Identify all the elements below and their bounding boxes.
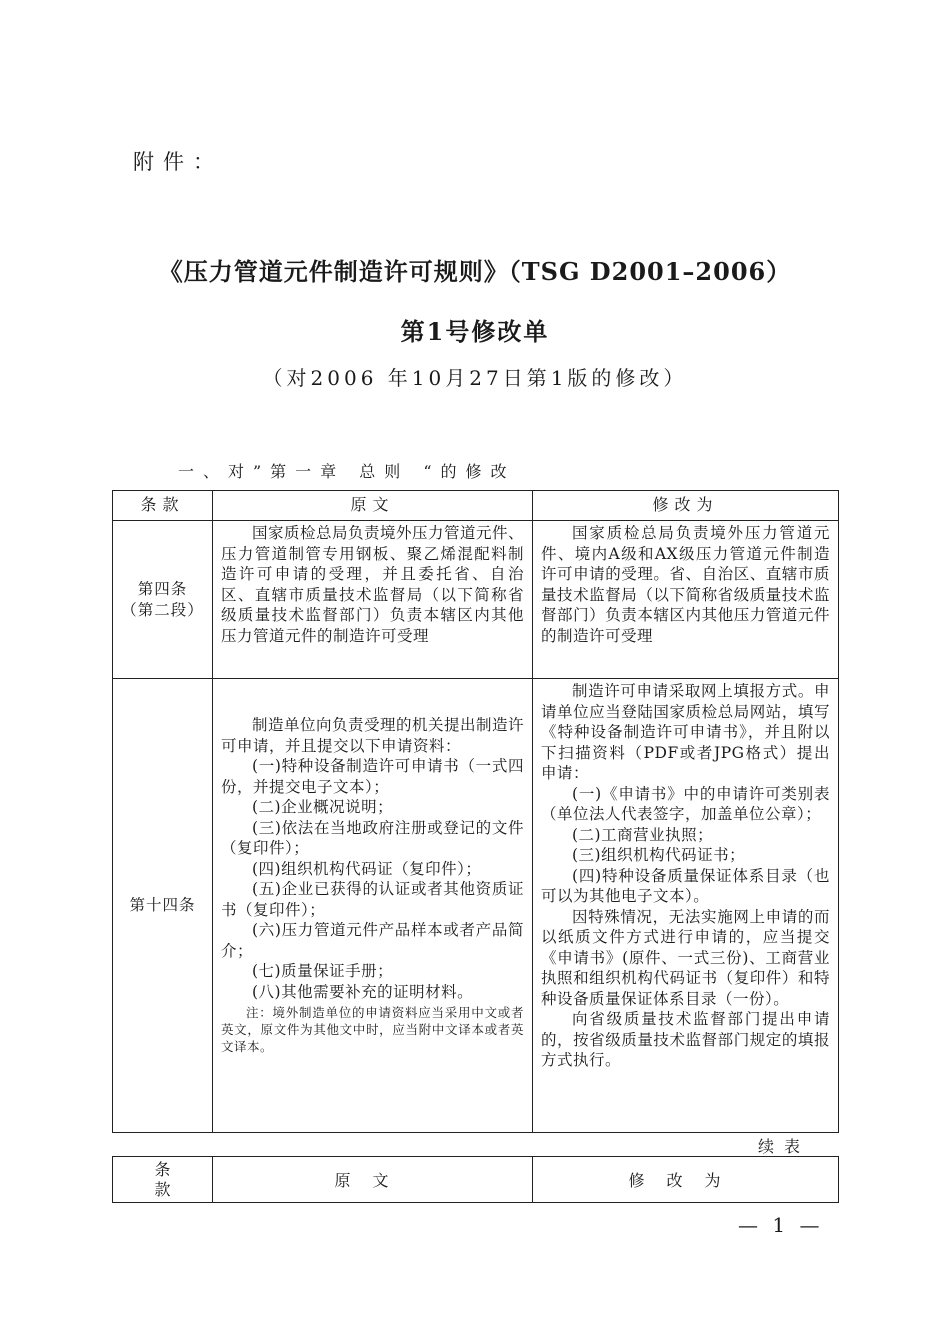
- clause-line: （第二段）: [121, 600, 204, 619]
- original-item: (五)企业已获得的认证或者其他资质证书（复印件）；: [221, 880, 524, 919]
- header-revised: 修改为: [533, 1157, 839, 1203]
- original-footnote: 注：境外制造单位的申请资料应当采用中文或者英文，原文件为其他文中时，应当附中文译本或者英文译本。: [221, 1005, 524, 1054]
- clause-cell: 第十四条: [113, 679, 213, 1133]
- original-item: (二)企业概况说明；: [252, 798, 394, 816]
- clause-line: 第四条: [137, 580, 188, 598]
- header-original: 原文: [213, 491, 533, 521]
- section-heading: 一、对”第一章 总则 “的修改: [178, 462, 516, 481]
- original-paragraph: 制造单位向负责受理的机关提出制造许可申请，并且提交以下申请资料：: [221, 716, 525, 755]
- header-clause: 条款: [113, 1157, 213, 1203]
- original-cell: [213, 521, 533, 679]
- revised-item: (一)《申请书》中的申请许可类别表（单位法人代表签字，加盖单位公章）；: [541, 784, 830, 823]
- page-number: — 1 —: [738, 1213, 824, 1237]
- revised-paragraph: 制造许可申请采取网上填报方式。申请单位应当登陆国家质检总局网站，填写《特种设备制造许可申请书》，并且附以下扫描资料（PDF或者JPG格式）提出申请：: [541, 682, 830, 782]
- table-header-row: [113, 1157, 839, 1203]
- revised-item: (三)组织机构代码证书；: [572, 846, 746, 864]
- revised-cell: [533, 679, 839, 1133]
- header-original: 原文: [213, 1157, 533, 1203]
- revised-item: (二)工商营业执照；: [572, 825, 714, 844]
- revised-item: (四)特种设备质量保证体系目录（也可以为其他电子文本）。: [541, 866, 830, 905]
- header-revised: 修改为: [533, 491, 839, 521]
- original-item: (三)依法在当地政府注册或登记的文件（复印件）；: [221, 818, 524, 857]
- table-header-row: [113, 491, 839, 521]
- table-row: [113, 521, 839, 679]
- attachment-label: 附件：: [133, 150, 223, 174]
- original-item: (六)压力管道元件产品样本或者产品简介；: [221, 921, 524, 960]
- original-paragraph: 国家质检总局负责境外压力管道元件、压力管道制管专用钢板、聚乙烯混配料制造许可申请的受理，并且委托省、自治区、直辖市质量技术监督局（以下简称省级质量技术监督部门）负责本辖区内其他压力管道元件的制造许可受理: [221, 524, 525, 645]
- revision-note: （对2006 年10月27日第1版的修改）: [262, 366, 688, 390]
- original-item: (四)组织机构代码证（复印件）；: [252, 859, 482, 878]
- original-cell: [213, 679, 533, 1133]
- document-subtitle: 第1号修改单: [400, 317, 550, 346]
- header-clause: 条款: [113, 491, 213, 521]
- revised-cell: [533, 521, 839, 679]
- revised-paragraph: 国家质检总局负责境外压力管道元件、境内A级和AX级压力管道元件制造许可申请的受理。省、自治区、直辖市质量技术监督局（以下简称省级质量技术监督部门）负责本辖区内其他压力管道元件的制造许可受理: [541, 524, 830, 645]
- document-title: 《压力管道元件制造许可规则》（TSG D2001–2006）: [158, 257, 792, 286]
- original-item: (一)特种设备制造许可申请书（一式四份，并提交电子文本）；: [221, 757, 524, 796]
- original-item: (八)其他需要补充的证明材料。: [252, 982, 474, 1001]
- continued-label: 续表: [758, 1137, 811, 1156]
- table-row: [113, 679, 839, 1133]
- revision-table: [112, 490, 839, 1133]
- revised-paragraph: 向省级质量技术监督部门提出申请的，按省级质量技术监督部门规定的填报方式执行。: [541, 1010, 830, 1069]
- clause-cell: [113, 521, 213, 679]
- revised-paragraph: 因特殊情况，无法实施网上申请的而以纸质文件方式进行申请的，应当提交《申请书》(原件、一式三份)、工商营业执照和组织机构代码证书（复印件）和特种设备质量保证体系目录（一份）。: [541, 907, 830, 1008]
- original-item: (七)质量保证手册；: [252, 962, 394, 980]
- continued-table-header: [112, 1156, 839, 1203]
